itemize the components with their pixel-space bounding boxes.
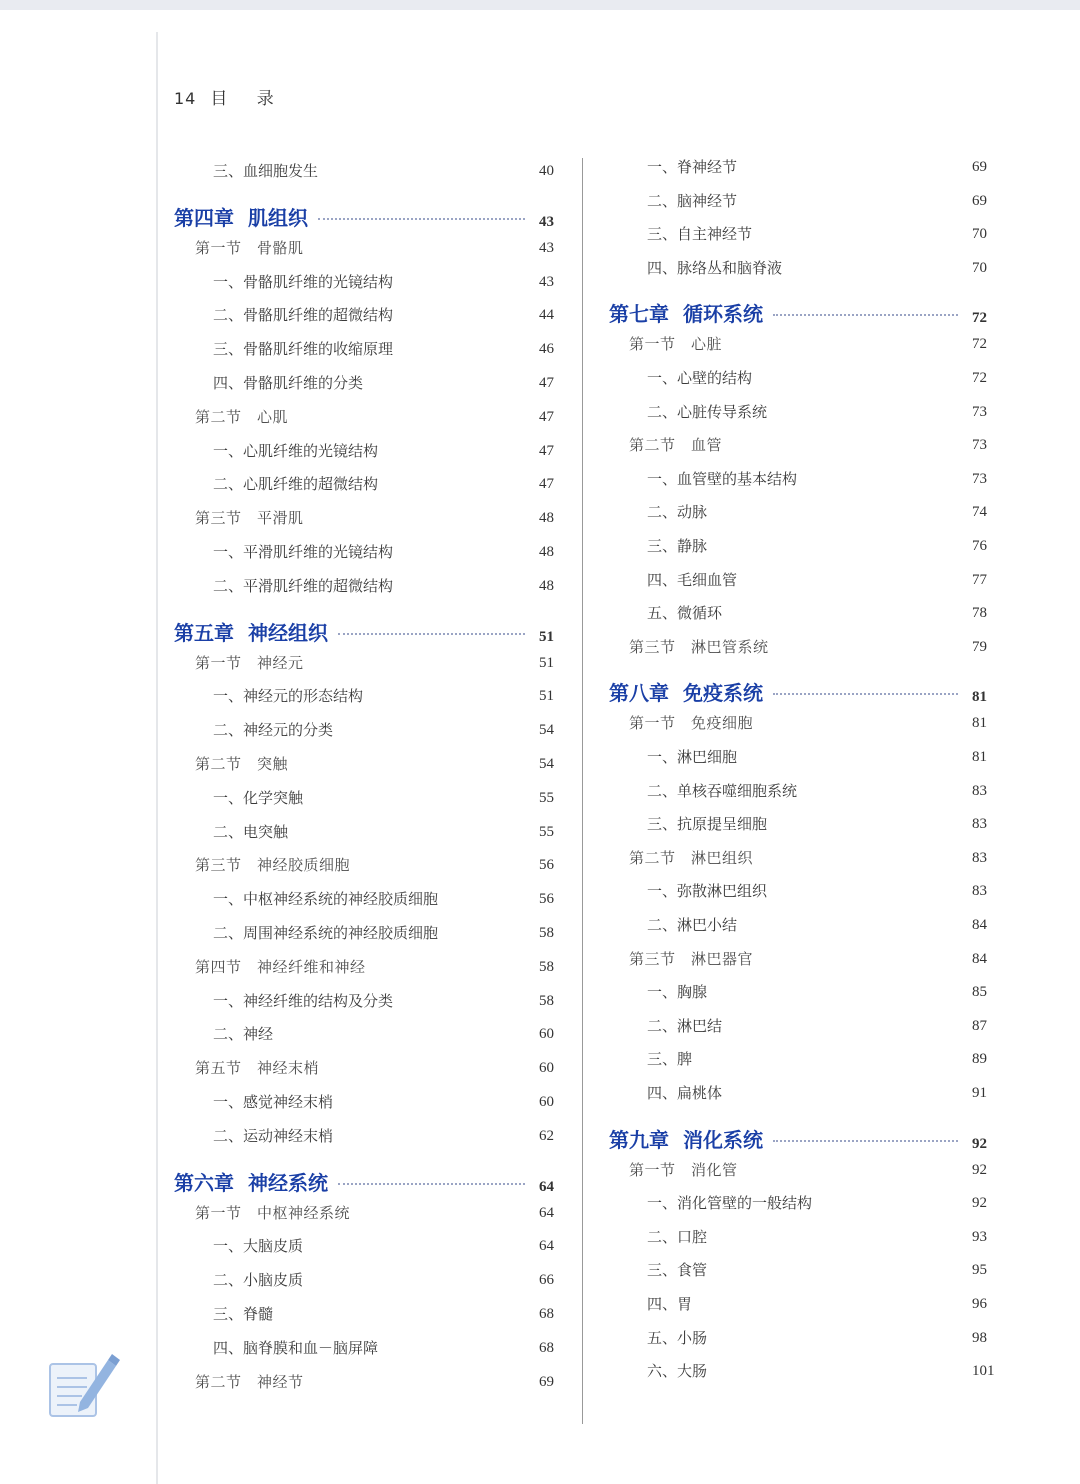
chapter-number: 第四章 xyxy=(174,205,234,230)
toc-section xyxy=(195,508,569,528)
page-header xyxy=(174,84,286,109)
page-ref: 54 xyxy=(539,756,554,772)
toc-item xyxy=(647,469,1002,489)
item-title: 二、单核吞噬细胞系统 xyxy=(647,781,798,800)
page-ref: 62 xyxy=(539,1127,554,1144)
toc-item xyxy=(647,1328,1002,1348)
item-title: 一、中枢神经系统的神经胶质细胞 xyxy=(213,890,439,909)
toc-item xyxy=(647,881,1002,901)
dot-leader xyxy=(773,314,958,316)
item-title: 二、运动神经末梢 xyxy=(213,1126,334,1145)
page-ref: 83 xyxy=(972,849,987,866)
section-title: 第一节 消化管 xyxy=(629,1160,738,1179)
page-ref: 58 xyxy=(539,958,554,975)
item-title: 二、心脏传导系统 xyxy=(647,402,768,421)
toc-item xyxy=(647,402,1002,422)
toc-item xyxy=(647,747,1002,767)
item-title: 二、平滑肌纤维的超微结构 xyxy=(213,576,394,595)
item-title: 三、骨骼肌纤维的收缩原理 xyxy=(213,340,394,359)
item-title: 二、淋巴结 xyxy=(647,1016,723,1035)
page-ref: 70 xyxy=(972,226,987,243)
toc-item xyxy=(647,1227,1002,1247)
page-ref: 48 xyxy=(539,510,554,527)
item-title: 一、脊神经节 xyxy=(647,158,738,176)
item-title: 一、平滑肌纤维的光镜结构 xyxy=(213,543,394,561)
item-title: 一、弥散淋巴组织 xyxy=(647,882,768,901)
toc-item xyxy=(647,1193,1002,1213)
page-ref: 72 xyxy=(972,336,987,353)
page-binding-edge xyxy=(156,32,158,1484)
page-ref: 58 xyxy=(539,925,554,941)
section-title: 第五节 神经末梢 xyxy=(195,1059,320,1078)
item-title: 一、化学突触 xyxy=(213,788,304,807)
toc-item xyxy=(647,157,1002,177)
page-ref: 74 xyxy=(972,504,987,521)
toc-section xyxy=(629,435,1002,455)
section-title: 第二节 心肌 xyxy=(195,407,289,426)
toc-item xyxy=(647,1016,1002,1036)
page-ref: 84 xyxy=(972,950,987,967)
page-ref: 54 xyxy=(539,722,554,739)
page-ref: 64 xyxy=(539,1238,554,1255)
item-title: 四、脑脊膜和血－脑屏障 xyxy=(213,1338,379,1357)
page-ref: 69 xyxy=(539,1373,554,1390)
toc-section xyxy=(195,957,569,977)
page-ref: 72 xyxy=(972,310,987,327)
toc-section xyxy=(195,238,569,258)
item-title: 二、电突触 xyxy=(213,822,289,841)
toc-item xyxy=(213,576,569,596)
section-title: 第一节 神经元 xyxy=(195,653,304,672)
page-ref: 87 xyxy=(972,1017,987,1034)
page-ref: 76 xyxy=(972,538,987,554)
page-ref: 47 xyxy=(539,476,554,493)
page-ref: 81 xyxy=(972,749,987,765)
section-title: 第二节 淋巴组织 xyxy=(629,848,754,867)
toc-item xyxy=(647,1049,1002,1069)
toc-item xyxy=(647,502,1002,522)
page-ref: 69 xyxy=(972,192,987,209)
item-title: 二、口腔 xyxy=(647,1227,708,1246)
page-ref: 85 xyxy=(972,984,987,1001)
notepad-pencil-icon xyxy=(42,1346,122,1426)
top-edge xyxy=(0,0,1080,10)
page-ref: 98 xyxy=(972,1329,987,1346)
toc-section xyxy=(629,637,1002,657)
page-ref: 58 xyxy=(539,992,554,1009)
chapter-number: 第五章 xyxy=(174,620,234,645)
toc-item xyxy=(647,781,1002,801)
dot-leader xyxy=(773,693,958,695)
page-ref: 43 xyxy=(539,213,554,230)
page-ref: 70 xyxy=(972,259,987,276)
item-title: 四、毛细血管 xyxy=(647,570,738,589)
section-title: 第一节 心脏 xyxy=(629,335,723,354)
page-ref: 40 xyxy=(539,163,554,179)
item-title: 三、血细胞发生 xyxy=(213,162,319,180)
toc-item xyxy=(213,161,569,181)
section-title: 第二节 血管 xyxy=(629,436,723,455)
page-number: 14 xyxy=(174,89,197,108)
item-title: 三、食管 xyxy=(647,1261,708,1280)
page-ref: 68 xyxy=(539,1306,554,1322)
toc-item xyxy=(213,1338,569,1358)
chapter-number: 第九章 xyxy=(609,1127,669,1152)
toc-item xyxy=(213,1126,569,1146)
toc-item xyxy=(647,1294,1002,1314)
page-ref: 91 xyxy=(972,1085,987,1101)
page-ref: 60 xyxy=(539,1026,554,1043)
page-ref: 69 xyxy=(972,159,987,175)
chapter-number: 第八章 xyxy=(609,681,669,706)
dot-leader xyxy=(338,633,525,635)
item-title: 三、自主神经节 xyxy=(647,225,753,244)
page-ref: 51 xyxy=(539,688,554,705)
page-ref: 55 xyxy=(539,823,554,840)
item-title: 二、神经元的分类 xyxy=(213,721,334,740)
column-divider xyxy=(582,158,583,1424)
page-ref: 47 xyxy=(539,442,554,459)
page-ref: 51 xyxy=(539,654,554,671)
toc-item xyxy=(213,1236,569,1256)
page-ref: 64 xyxy=(539,1178,554,1195)
dot-leader xyxy=(318,218,525,220)
page-ref: 79 xyxy=(972,638,987,655)
toc-item xyxy=(647,1083,1002,1103)
item-title: 五、小肠 xyxy=(647,1328,708,1347)
section-title: 第一节 中枢神经系统 xyxy=(195,1203,351,1222)
toc-item xyxy=(213,822,569,842)
item-title: 一、神经元的形态结构 xyxy=(213,687,364,706)
item-title: 三、静脉 xyxy=(647,537,708,555)
page-ref: 64 xyxy=(539,1204,554,1221)
toc-section xyxy=(629,713,1002,733)
chapter-title: 免疫系统 xyxy=(683,681,763,706)
item-title: 一、大脑皮质 xyxy=(213,1237,304,1256)
toc-chapter xyxy=(609,680,1002,706)
toc-item xyxy=(213,1024,569,1044)
chapter-title: 消化系统 xyxy=(683,1127,763,1152)
section-title: 第三节 神经胶质细胞 xyxy=(195,856,351,875)
page-ref: 55 xyxy=(539,789,554,806)
item-title: 一、感觉神经末梢 xyxy=(213,1093,334,1111)
section-title: 第一节 免疫细胞 xyxy=(629,714,754,733)
dot-leader xyxy=(338,1183,525,1185)
page-ref: 44 xyxy=(539,307,554,324)
toc-section xyxy=(195,1058,569,1078)
section-title: 第二节 神经节 xyxy=(195,1372,304,1391)
page-ref: 48 xyxy=(539,544,554,560)
toc-section xyxy=(195,1372,569,1392)
item-title: 一、心壁的结构 xyxy=(647,369,753,387)
item-title: 二、骨骼肌纤维的超微结构 xyxy=(213,306,394,325)
section-title: 第一节 骨骼肌 xyxy=(195,238,304,257)
item-title: 二、周围神经系统的神经胶质细胞 xyxy=(213,924,439,942)
page-ref: 72 xyxy=(972,370,987,386)
toc-item xyxy=(647,603,1002,623)
toc-item xyxy=(213,1270,569,1290)
section-title: 第二节 突触 xyxy=(195,755,289,773)
toc-item xyxy=(647,224,1002,244)
toc-section xyxy=(195,855,569,875)
toc-section xyxy=(629,1160,1002,1180)
toc-section xyxy=(195,407,569,427)
page-ref: 92 xyxy=(972,1135,987,1152)
page-ref: 101 xyxy=(972,1363,995,1380)
toc-item xyxy=(647,368,1002,388)
toc-item xyxy=(213,686,569,706)
page-ref: 56 xyxy=(539,891,554,908)
toc-section xyxy=(629,949,1002,969)
page-ref: 77 xyxy=(972,571,987,588)
page-ref: 56 xyxy=(539,857,554,874)
toc-item xyxy=(213,1092,569,1112)
page-ref: 68 xyxy=(539,1339,554,1356)
toc-section xyxy=(195,754,569,774)
page-ref: 96 xyxy=(972,1296,987,1312)
toc-item xyxy=(213,889,569,909)
chapter-title: 循环系统 xyxy=(683,302,763,327)
toc-item xyxy=(647,1260,1002,1280)
chapter-number: 第七章 xyxy=(609,302,669,327)
page-ref: 81 xyxy=(972,689,987,706)
toc-item xyxy=(213,305,569,325)
toc-chapter xyxy=(174,205,569,231)
section-title: 第三节 平滑肌 xyxy=(195,509,304,528)
item-title: 四、扁桃体 xyxy=(647,1084,723,1102)
toc-item xyxy=(213,441,569,461)
page-ref: 48 xyxy=(539,577,554,594)
page-ref: 92 xyxy=(972,1161,987,1178)
page-ref: 43 xyxy=(539,239,554,256)
chapter-title: 肌组织 xyxy=(248,205,308,230)
toc-item xyxy=(213,991,569,1011)
item-title: 一、胸腺 xyxy=(647,983,708,1002)
item-title: 六、大肠 xyxy=(647,1362,708,1381)
item-title: 一、消化管壁的一般结构 xyxy=(647,1194,813,1213)
page-ref: 66 xyxy=(539,1272,554,1289)
toc-item xyxy=(647,191,1002,211)
item-title: 一、神经纤维的结构及分类 xyxy=(213,991,394,1010)
page-ref: 83 xyxy=(972,883,987,900)
page-ref: 73 xyxy=(972,403,987,420)
section-title: 第四节 神经纤维和神经 xyxy=(195,957,366,976)
page-ref: 89 xyxy=(972,1051,987,1068)
item-title: 二、脑神经节 xyxy=(647,191,738,210)
toc-item xyxy=(213,339,569,359)
page-title: 目 录 xyxy=(210,89,286,109)
toc-item xyxy=(213,373,569,393)
toc-section xyxy=(195,653,569,673)
page-ref: 60 xyxy=(539,1060,554,1077)
page-ref: 78 xyxy=(972,605,987,622)
item-title: 二、小脑皮质 xyxy=(213,1271,304,1290)
toc-chapter xyxy=(609,301,1002,327)
toc-item xyxy=(647,258,1002,278)
toc-item xyxy=(213,474,569,494)
item-title: 一、心肌纤维的光镜结构 xyxy=(213,441,379,460)
toc-section xyxy=(629,848,1002,868)
page-ref: 81 xyxy=(972,715,987,732)
toc-item xyxy=(647,570,1002,590)
toc-item xyxy=(213,1304,569,1324)
toc-item xyxy=(647,536,1002,556)
item-title: 一、血管壁的基本结构 xyxy=(647,469,798,488)
toc-item xyxy=(213,788,569,808)
chapter-title: 神经组织 xyxy=(248,620,328,645)
item-title: 二、心肌纤维的超微结构 xyxy=(213,475,379,494)
toc-item xyxy=(647,915,1002,935)
toc-item xyxy=(213,542,569,562)
toc-chapter xyxy=(174,1170,569,1196)
item-title: 五、微循环 xyxy=(647,604,723,623)
toc-item xyxy=(647,982,1002,1002)
item-title: 一、骨骼肌纤维的光镜结构 xyxy=(213,272,394,291)
toc-section xyxy=(195,1203,569,1223)
section-title: 第三节 淋巴器官 xyxy=(629,949,754,968)
chapter-number: 第六章 xyxy=(174,1170,234,1195)
chapter-title: 神经系统 xyxy=(248,1170,328,1195)
page-ref: 43 xyxy=(539,273,554,290)
page-ref: 60 xyxy=(539,1094,554,1110)
page-ref: 73 xyxy=(972,470,987,487)
item-title: 二、神经 xyxy=(213,1025,274,1044)
item-title: 三、脊髓 xyxy=(213,1305,274,1323)
item-title: 二、淋巴小结 xyxy=(647,916,738,934)
item-title: 四、胃 xyxy=(647,1295,693,1313)
page-ref: 84 xyxy=(972,917,987,933)
toc-section xyxy=(629,334,1002,354)
item-title: 三、抗原提呈细胞 xyxy=(647,815,768,834)
page-ref: 92 xyxy=(972,1195,987,1212)
page-ref: 51 xyxy=(539,628,554,645)
toc-chapter xyxy=(174,620,569,646)
toc-item xyxy=(213,923,569,943)
item-title: 四、脉络丛和脑脊液 xyxy=(647,258,783,277)
item-title: 三、脾 xyxy=(647,1050,693,1069)
toc-item xyxy=(213,720,569,740)
toc-item xyxy=(647,814,1002,834)
toc-item xyxy=(647,1361,1002,1381)
toc-item xyxy=(213,272,569,292)
item-title: 二、动脉 xyxy=(647,503,708,522)
page-ref: 93 xyxy=(972,1228,987,1245)
page-ref: 47 xyxy=(539,408,554,425)
page-ref: 47 xyxy=(539,375,554,391)
section-title: 第三节 淋巴管系统 xyxy=(629,637,769,656)
toc-chapter xyxy=(609,1127,1002,1153)
page-ref: 46 xyxy=(539,341,554,358)
page-ref: 73 xyxy=(972,437,987,454)
page-ref: 83 xyxy=(972,816,987,833)
dot-leader xyxy=(773,1140,958,1142)
page-ref: 95 xyxy=(972,1262,987,1279)
item-title: 一、淋巴细胞 xyxy=(647,748,738,766)
page-ref: 83 xyxy=(972,782,987,799)
item-title: 四、骨骼肌纤维的分类 xyxy=(213,374,364,392)
